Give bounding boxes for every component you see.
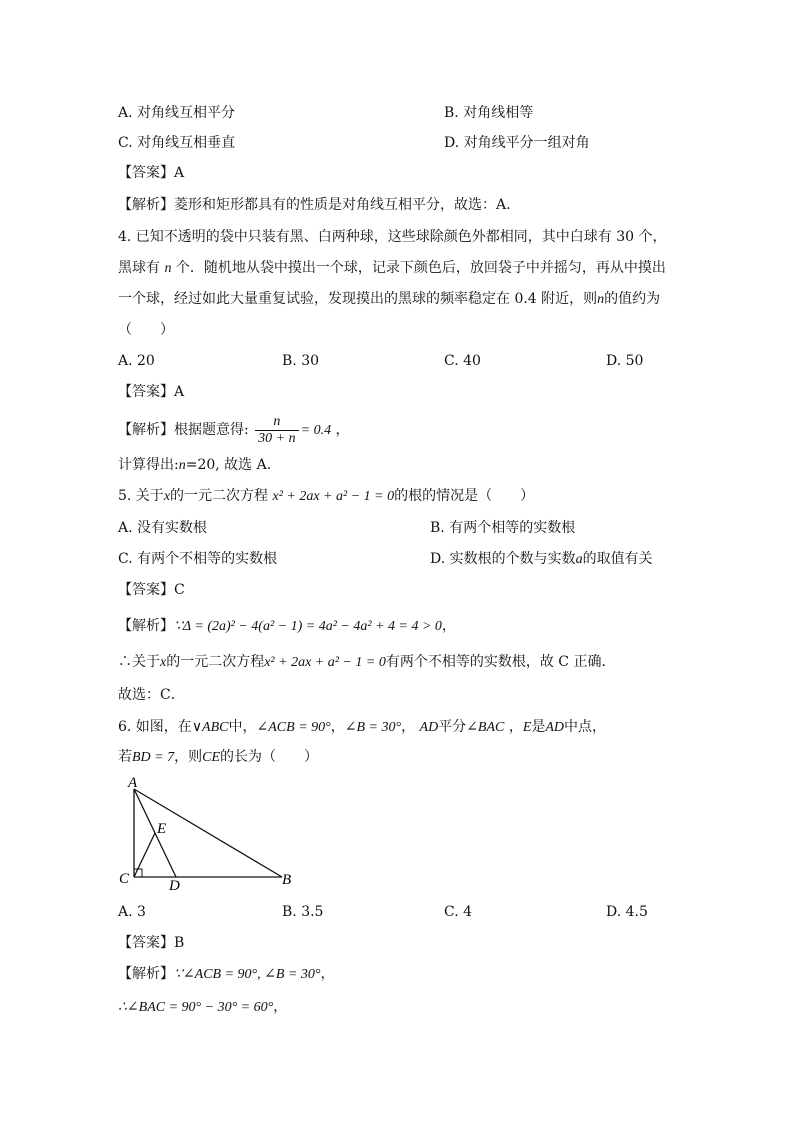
q4-stem-line2: 黑球有 n 个．随机地从袋中摸出一个球，记录下颜色后，放回袋子中并摇匀，再从中摸出 <box>118 260 666 276</box>
segment-ce <box>134 833 155 877</box>
q6-option-a: A. 3 <box>118 904 146 920</box>
q4-paren: （ ） <box>118 322 174 338</box>
q3-option-a: A. 对角线互相平分 <box>118 105 236 121</box>
q5-option-a: A. 没有实数根 <box>118 520 208 536</box>
q3-analysis: 【解析】菱形和矩形都具有的性质是对角线互相平分，故选：A. <box>118 197 511 213</box>
q5-analysis: 【解析】∵Δ = (2a)² − 4(a² − 1) = 4a² − 4a² + 4 = 4 > 0， <box>118 618 456 634</box>
q6-analysis-2: ∴∠BAC = 90° − 30° = 60°， <box>118 999 288 1015</box>
q5-option-c: C. 有两个不相等的实数根 <box>118 551 278 567</box>
q4-answer: 【答案】A <box>118 384 185 400</box>
q5-stem: 5. 关于x的一元二次方程 x² + 2ax + a² − 1 = 0的根的情况是（ ） <box>118 488 535 504</box>
label-c: C <box>119 871 130 887</box>
q4-option-c: C. 40 <box>444 353 481 369</box>
q4-option-a: A. 20 <box>118 353 155 369</box>
q3-option-b: B. 对角线相等 <box>444 105 534 121</box>
q6-option-c: C. 4 <box>444 904 473 920</box>
q6-stem-line1: 6. 如图，在∨ABC中，∠ACB = 90°，∠B = 30°， AD平分∠BAC ，E是AD中点， <box>118 719 607 735</box>
q6-stem-line2: 若BD = 7，则CE的长为（ ） <box>118 749 318 765</box>
q6-answer: 【答案】B <box>118 935 185 951</box>
q4-option-d: D. 50 <box>606 353 644 369</box>
triangle-figure <box>110 772 310 892</box>
q5-final: 故选：C． <box>118 687 185 703</box>
q3-option-d: D. 对角线平分一组对角 <box>444 135 590 151</box>
q4-analysis: 【解析】根据题意得: $\frac{n}{30 + n}$ = 0.4 ， <box>118 413 350 446</box>
q3-answer: 【答案】A <box>118 165 185 181</box>
q6-option-d: D. 4.5 <box>606 904 648 920</box>
q3-option-c: C. 对角线互相垂直 <box>118 135 236 151</box>
q4-stem-line3: 一个球，经过如此大量重复试验，发现摸出的黑球的频率稳定在 0.4 附近，则n的值约为 <box>118 291 661 307</box>
q4-calc: 计算得出:n=20, 故选 A. <box>118 457 272 473</box>
q5-equation: x² + 2ax + a² − 1 = 0 <box>272 489 395 504</box>
q6-analysis-1: 【解析】∵∠ACB = 90°, ∠B = 30°， <box>118 966 335 982</box>
label-e: E <box>157 821 167 837</box>
q5-option-b: B. 有两个相等的实数根 <box>430 520 576 536</box>
q6-option-b: B. 3.5 <box>282 904 324 920</box>
label-d: D <box>169 878 180 892</box>
q5-option-d: D. 实数根的个数与实数a的取值有关 <box>430 551 653 567</box>
q4-fraction: $\frac{n}{30 + n}$ <box>255 414 298 447</box>
q5-conclusion: ∴关于x的一元二次方程x² + 2ax + a² − 1 = 0有两个不相等的实数根，故 C 正确． <box>118 654 616 670</box>
q5-answer: 【答案】C <box>118 582 185 598</box>
label-b: B <box>282 872 292 888</box>
label-a: A <box>128 775 138 791</box>
q4-option-b: B. 30 <box>282 353 320 369</box>
q4-stem-line1: 4. 已知不透明的袋中只装有黑、白两种球，这些球除颜色外都相同，其中白球有 30 个， <box>118 229 667 245</box>
